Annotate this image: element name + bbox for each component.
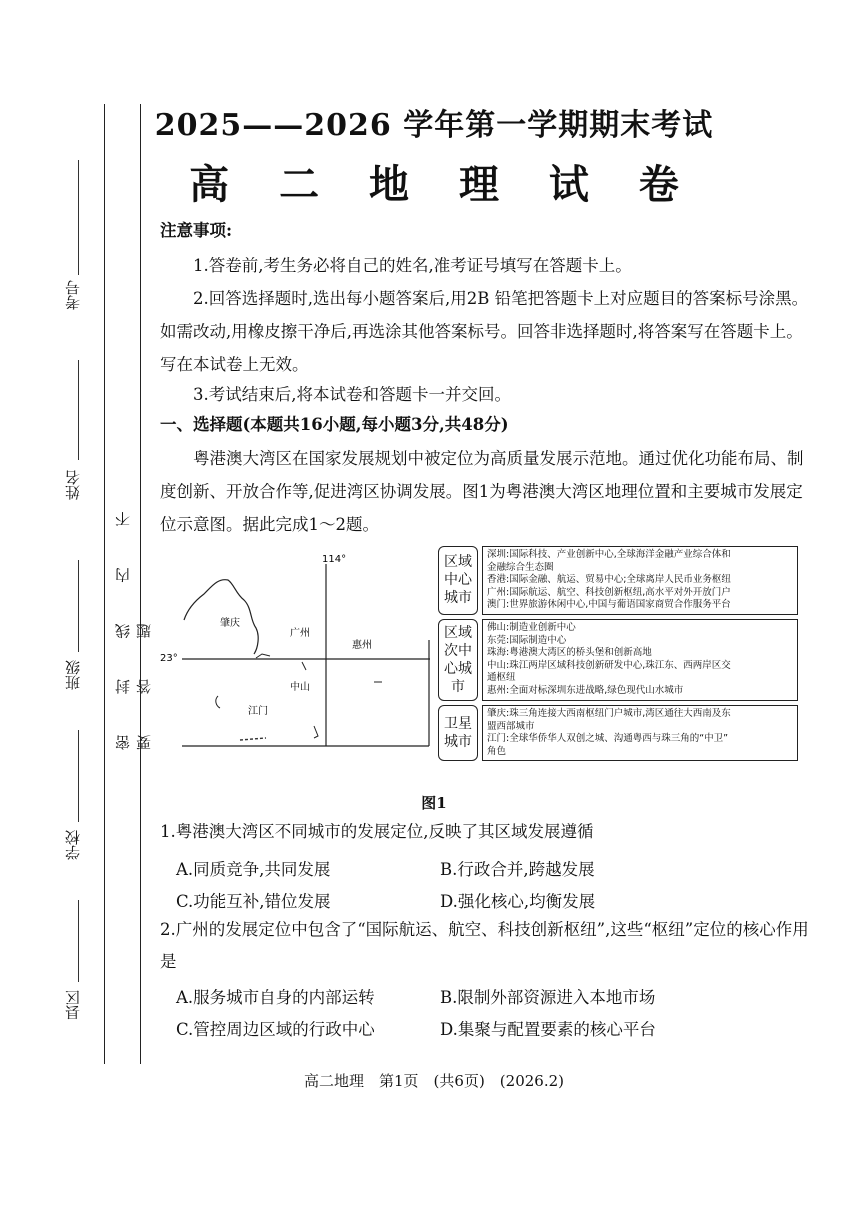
- question-2-option-d[interactable]: D.集聚与配置要素的核心平台: [440, 1020, 656, 1039]
- bay-area-map: [160, 550, 430, 750]
- question-2-option-b[interactable]: B.限制外部资源进入本地市场: [440, 988, 656, 1007]
- school-label: 学校: [64, 830, 82, 860]
- exam-number-label: 考号: [64, 280, 82, 310]
- question-2-option-a[interactable]: A.服务城市自身的内部运转: [176, 988, 375, 1007]
- legend-body-satellite: [482, 705, 798, 761]
- zhaoqing-label: 肇庆: [220, 618, 240, 629]
- legend-row-sub-central: [438, 619, 798, 701]
- lat-label: 23°: [160, 653, 178, 664]
- legend-line: 肇庆:珠三角连接大西南枢纽门户城市,湾区通往大西南及东: [487, 707, 731, 719]
- legend-head-central: 区域中心城市: [438, 546, 478, 615]
- legend-line: 角色: [487, 745, 507, 757]
- legend-line: 深圳:国际科技、产业创新中心,全球海洋金融产业综合体和: [487, 549, 731, 560]
- lon-label: 114°: [322, 554, 347, 565]
- binding-line-outer: [104, 104, 105, 1064]
- guangzhou-label: 广州: [290, 628, 310, 639]
- question-2-option-c[interactable]: C.管控周边区域的行政中心: [176, 1020, 375, 1039]
- binding-line-inner: [140, 104, 141, 1064]
- section-heading: 一、选择题(本题共16小题,每小题3分,共48分): [160, 415, 509, 434]
- legend-line: 通枢纽: [487, 672, 516, 684]
- legend-line: 盟西部城市: [487, 720, 535, 732]
- question-1-option-b[interactable]: B.行政合并,跨越发展: [440, 860, 595, 879]
- legend-line: 金融综合生态圈: [487, 561, 554, 573]
- question-1-option-d[interactable]: D.强化核心,均衡发展: [440, 892, 596, 911]
- section-intro: 粤港澳大湾区在国家发展规划中被定位为高质量发展示范地。通过优化功能布局、制度创新、开放合作等,促进湾区协调发展。图1为粤港澳大湾区地理位置和主要城市发展定位示意图。据此完成1～2题。: [160, 449, 804, 534]
- legend-line: 惠州:全面对标深圳东进战略,绿色现代山水城市: [487, 684, 684, 696]
- notes-heading: 注意事项:: [160, 221, 233, 240]
- legend-line: 香港:国际金融、航运、贸易中心;全球离岸人民币业务枢纽: [487, 574, 731, 586]
- seal-line-text: 密 封 线 内 不 要 答 题: [114, 493, 153, 750]
- legend-line: 江门:全球华侨华人双创之城、沟通粤西与珠三角的“中卫”: [487, 733, 729, 745]
- zhongshan-label: 中山: [290, 682, 310, 693]
- note-item-3: 3.考试结束后,将本试卷和答题卡一并交回。: [193, 385, 511, 404]
- name-field[interactable]: [56, 360, 84, 520]
- figure-caption: 图1: [421, 794, 447, 812]
- jiangmen-label: 江门: [248, 706, 268, 717]
- class-label: 班级: [64, 660, 82, 690]
- note-item-1: 1.答卷前,考生务必将自己的姓名,准考证号填写在答题卡上。: [193, 256, 632, 275]
- class-field[interactable]: [56, 560, 84, 710]
- question-1-stem: 1.粤港澳大湾区不同城市的发展定位,反映了其区域发展遵循: [160, 822, 594, 841]
- legend-head-satellite: 卫星城市: [438, 705, 478, 761]
- legend-row-satellite: [438, 705, 798, 761]
- legend-line: 中山:珠江两岸区域科技创新研发中心,珠江东、西两岸区交: [487, 659, 731, 671]
- legend-head-sub-central: 区域次中心城市: [438, 619, 478, 701]
- note-item-2: 2.回答选择题时,选出每小题答案后,用2B 铅笔把答题卡上对应题目的答案标号涂黑。如需改动,用橡皮擦干净后,再选涂其他答案标号。回答非选择题时,将答案写在答题卡上。写在本试卷上无效。: [160, 289, 809, 374]
- exam-title: 2025——2026 学年第一学期期末考试: [154, 108, 714, 143]
- county-underline: [78, 900, 79, 982]
- legend-line: 澳门:世界旅游休闲中心,中国与葡语国家商贸合作服务平台: [487, 599, 731, 611]
- legend-body-sub-central: [482, 619, 798, 701]
- page-footer: 高二地理 第1页 (共6页) (2026.2): [304, 1072, 564, 1090]
- question-2-stem: 2.广州的发展定位中包含了“国际航运、航空、科技创新枢纽”,这些“枢纽”定位的核心作用是: [160, 920, 809, 971]
- legend-row-central: [438, 546, 798, 615]
- legend-line: 佛山:制造业创新中心: [487, 621, 576, 633]
- legend-line: 珠海:粤港澳大湾区的桥头堡和创新高地: [487, 647, 652, 659]
- question-1-option-a[interactable]: A.同质竞争,共同发展: [176, 860, 331, 879]
- exam-subtitle: 高 二 地 理 试 卷: [189, 161, 697, 208]
- name-underline: [78, 360, 79, 460]
- huizhou-label: 惠州: [352, 640, 372, 651]
- class-underline: [78, 560, 79, 652]
- question-1-option-c[interactable]: C.功能互补,错位发展: [176, 892, 331, 911]
- legend-line: 广州:国际航运、航空、科技创新枢纽,高水平对外开放门户: [487, 586, 731, 598]
- legend-body-central: [482, 546, 798, 615]
- city-positioning-legend: [438, 546, 798, 765]
- legend-line: 东莞:国际制造中心: [487, 634, 567, 646]
- name-label: 姓名: [64, 470, 82, 500]
- county-field[interactable]: [56, 900, 84, 1040]
- county-label: 县区: [64, 990, 82, 1020]
